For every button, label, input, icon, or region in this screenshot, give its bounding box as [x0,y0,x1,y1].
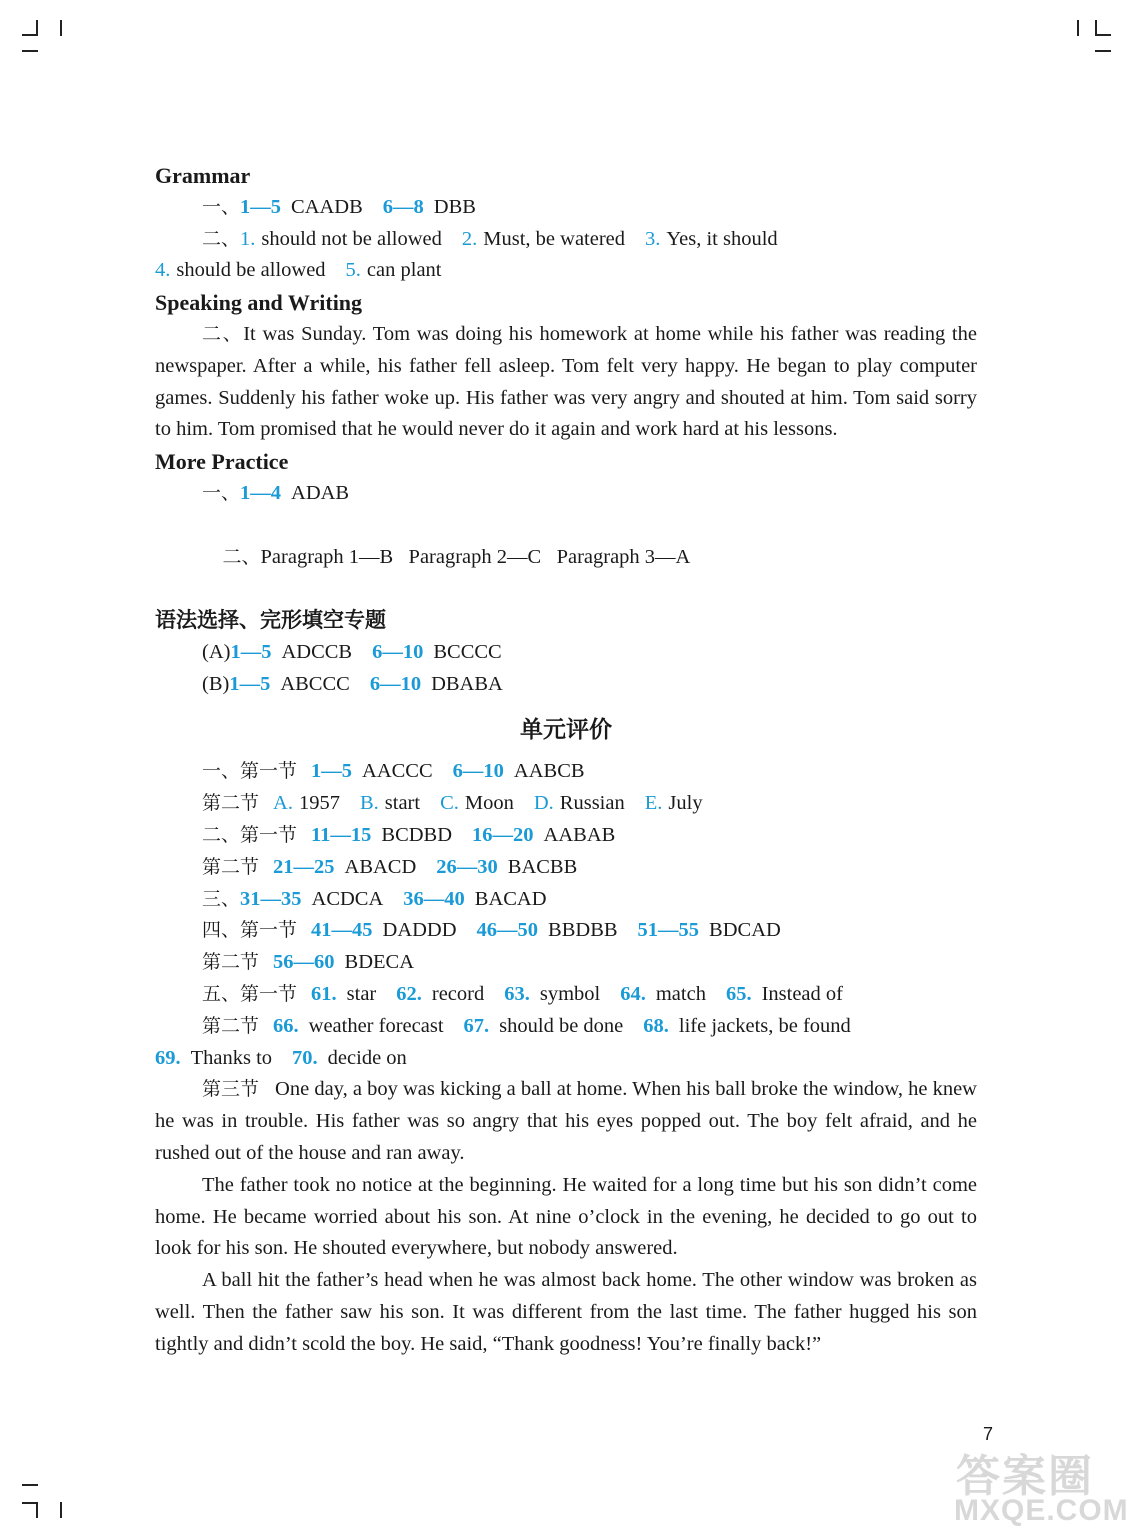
answer-line: 一、第一节 1—5 AACCC 6—10 AABCB [202,760,585,783]
answer-line: 二、第一节 11—15 BCDBD 16—20 AABAB [202,823,616,846]
answer-line: 四、第一节 41—45 DADDD 46—50 BBDBB 51—55 BDCAD [202,919,781,942]
writing-paragraph: A ball hit the father’s head when he was almost back home. The other window was broken as well. Then the father saw his son. It was different from the last time. The father hugged his son tightly and didn’t scold the boy. He said, “Thank goodness! You’re finally back!” [155,1269,977,1355]
crop-mark [1095,34,1111,36]
crop-mark [60,1502,62,1518]
writing-paragraph: 二、It was Sunday. Tom was doing his homework at home while his father was reading the newspaper. After a while, his father fell asleep. Tom felt very happy. He began to play computer games. Suddenly his father woke up. His father was very angry and shouted at him. Tom said sorry to him. Tom promised that he would never do it again and work hard at his lessons. [155,322,977,441]
writing-paragraph: 第三节 One day, a boy was kicking a ball at home. When his ball broke the window, he knew he was in trouble. His father was so angry that his eyes popped out. The boy felt afraid, and he rushed out of the house and ran away. [155,1078,977,1164]
answer-line: (A)1—5 ADCCB 6—10 BCCCC [202,640,502,663]
answer-line: 第二节 56—60 BDECA [202,951,414,974]
answer-line: 第二节 21—25 ABACD 26—30 BACBB [202,855,578,878]
answer-line: 五、第一节 61. star 62. record 63. symbol 64. match 65. Instead of [202,982,843,1005]
answer-line: 一、1—4 ADAB [202,481,350,504]
crop-mark [22,1484,38,1486]
section-heading: More Practice [155,449,289,475]
answer-line: 一、1—5 CAADB 6—8 DBB [202,195,476,218]
answer-line: 69. Thanks to 70. decide on [155,1046,407,1069]
section-heading: Speaking and Writing [155,290,363,316]
page-number: 7 [983,1424,994,1444]
watermark-logo [948,1440,1128,1532]
crop-mark [36,20,38,36]
answer-content [155,160,977,1360]
crop-mark [36,1502,38,1518]
crop-mark [60,20,62,36]
section-heading: Grammar [155,163,251,188]
crop-mark [22,50,38,52]
answer-line: 第二节 66. weather forecast 67. should be done 68. life jackets, be found [202,1014,851,1037]
answer-line: 第二节 A. 1957 B. start C. Moon D. Russian E. July [202,792,703,815]
crop-mark [1095,50,1111,52]
answer-line: 二、1. should not be allowed 2. Must, be watered 3. Yes, it should [202,227,778,250]
answer-line: 三、31—35 ACDCA 36—40 BACAD [202,887,547,910]
answer-line: 二、Paragraph 1—B Paragraph 2—C Paragraph 3—A [222,545,691,568]
watermark-url: MXQE.COM [954,1494,1129,1527]
answer-line: 4. should be allowed 5. can plant [155,259,442,282]
crop-mark [1077,20,1079,36]
answer-line: (B)1—5 ABCCC 6—10 DBABA [202,672,503,695]
unit-evaluation-title: 单元评价 [520,716,612,743]
writing-paragraph: The father took no notice at the beginning. He waited for a long time but his son didn’t come home. He became worried about his son. At nine o’clock in the evening, he decided to go out to look for his son. He shouted everywhere, but nobody answered. [155,1173,977,1260]
watermark-text: 答案圈 [956,1451,1094,1502]
section-heading: 语法选择、完形填空专题 [155,608,386,633]
